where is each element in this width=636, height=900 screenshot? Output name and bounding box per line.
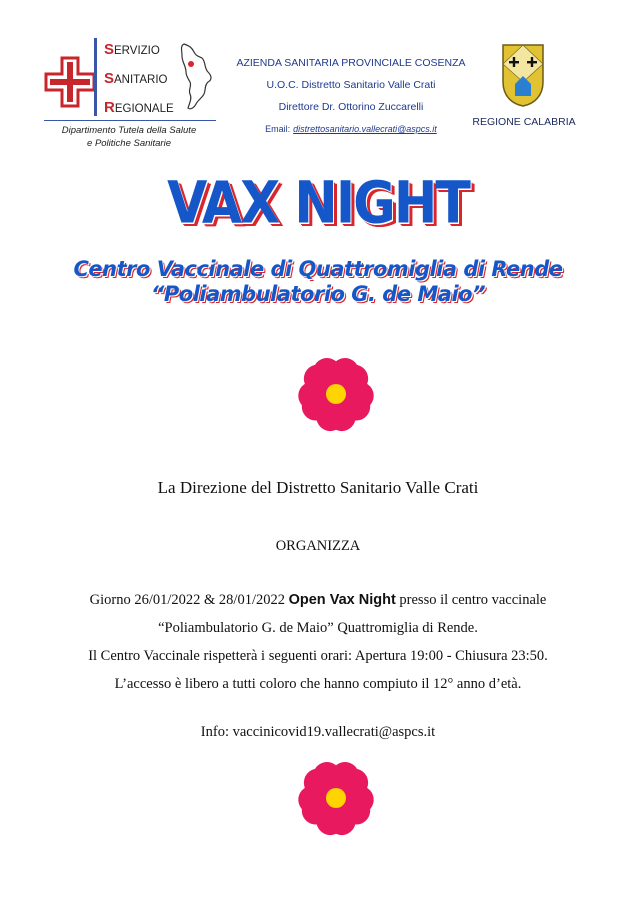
ssr-title	[104, 36, 174, 123]
email-label: Email:	[265, 124, 291, 134]
email-link[interactable]: distrettosanitario.vallecrati@aspcs.it	[293, 124, 437, 134]
ssr-cap-1: S	[104, 41, 115, 58]
asp-director: Direttore Dr. Ottorino Zuccarelli	[278, 101, 424, 113]
asp-name: AZIENDA SANITARIA PROVINCIALE COSENZA	[236, 57, 466, 69]
ssr-subtitle-line1: Dipartimento Tutela della Salute	[61, 125, 197, 136]
event-dates-line	[0, 592, 636, 609]
direzione-heading: La Direzione del Distretto Sanitario Valle Crati	[157, 478, 479, 497]
event-name: Open Vax Night	[288, 592, 396, 608]
organizza-heading: ORGANIZZA	[275, 538, 361, 554]
page-title: VAX NIGHT	[167, 170, 469, 238]
ssr-cap-2: S	[104, 70, 115, 87]
ssr-rest-1: ERVIZIO	[114, 45, 160, 57]
calabria-map-icon	[178, 42, 216, 112]
ssr-rest-3: EGIONALE	[114, 103, 174, 115]
asp-email-row	[226, 118, 476, 140]
subtitle-line1: Centro Vaccinale di Quattromiglia di Rende	[73, 257, 563, 281]
ssr-rest-2: ANITARIO	[114, 74, 168, 86]
event-dates-post: presso il centro vaccinale	[395, 592, 547, 608]
ssr-subtitle-line2: e Politiche Sanitarie	[87, 138, 171, 149]
ssr-divider	[94, 38, 97, 116]
red-cross-logo	[44, 56, 96, 108]
event-dates-pre: Giorno 26/01/2022 & 28/01/2022	[89, 592, 289, 608]
flower-icon	[288, 346, 384, 442]
access-line: L’accesso è libero a tutti coloro che hanno compiuto il 12° anno d’età.	[114, 676, 522, 692]
asp-header	[226, 52, 476, 140]
subtitle-line2: “Poliambulatorio G. de Maio”	[150, 282, 486, 306]
info-line[interactable]: Info: vaccinicovid19.vallecrati@aspcs.it	[200, 724, 436, 740]
regione-calabria-emblem	[500, 42, 546, 108]
asp-uoc: U.O.C. Distretto Sanitario Valle Crati	[266, 79, 436, 91]
ssr-cap-3: R	[104, 99, 115, 116]
flower-icon	[288, 750, 384, 846]
ssr-subtitle	[40, 124, 218, 150]
venue-line: “Poliambulatorio G. de Maio” Quattromiglia di Rende.	[158, 620, 478, 636]
region-label: REGIONE CALABRIA	[472, 116, 576, 128]
ssr-underline	[44, 120, 216, 121]
hours-line: Il Centro Vaccinale rispetterà i seguenti orari: Apertura 19:00 - Chiusura 23:50.	[88, 648, 548, 664]
